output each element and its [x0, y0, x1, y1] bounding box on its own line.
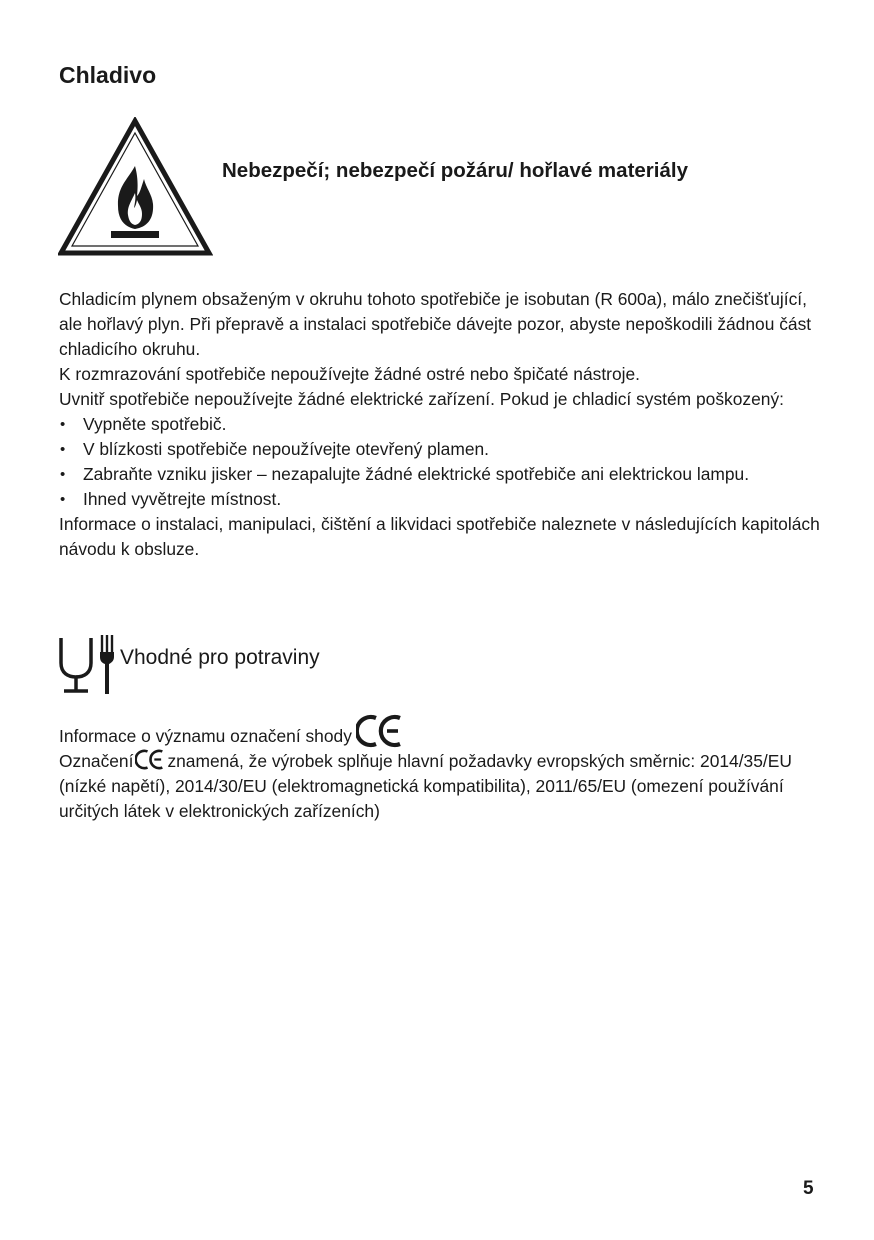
- flammable-warning-icon: [58, 117, 213, 257]
- list-item: • V blízkosti spotřebiče nepoužívejte otevřený plamen.: [59, 437, 829, 462]
- ce-section: [59, 714, 829, 824]
- list-item: • Zabraňte vzniku jisker – nezapalujte žádné elektrické spotřebiče ani elektrickou lampu.: [59, 462, 829, 487]
- paragraph: Uvnitř spotřebiče nepoužívejte žádné elektrické zařízení. Pokud je chladicí systém poškozený:: [59, 389, 784, 409]
- warning-title: Nebezpečí; nebezpečí požáru/ hořlavé materiály: [222, 159, 688, 182]
- ce-mark-icon: [135, 749, 165, 770]
- list-item: • Vypněte spotřebič.: [59, 412, 829, 437]
- section-title: Chladivo: [59, 62, 157, 88]
- paragraph: Informace o instalaci, manipulaci, čištění a likvidaci spotřebiče naleznete v následujících kapitolách návodu k obsluze.: [59, 514, 820, 559]
- glass-fork-icon: [58, 633, 118, 695]
- ce-mark-icon: [356, 714, 404, 748]
- body-text: [59, 287, 829, 562]
- ce-description: Označení znamená, že výrobek splňuje hlavní požadavky evropských směrnic: 2014/35/EU (nízké napětí), 2014/30/EU (elektromagnetická kompatibilita), 2011/65/EU (omezení používání určitých látek v elektronických zařízeních): [59, 751, 792, 821]
- food-safe-label: Vhodné pro potraviny: [120, 646, 320, 669]
- paragraph: K rozmrazování spotřebiče nepoužívejte žádné ostré nebo špičaté nástroje.: [59, 364, 640, 384]
- list-item: • Ihned vyvětrejte místnost.: [59, 487, 829, 512]
- page-number: 5: [803, 1178, 814, 1199]
- ce-intro: Informace o významu označení shody: [59, 714, 829, 749]
- paragraph: Chladicím plynem obsaženým v okruhu tohoto spotřebiče je isobutan (R 600a), málo znečišťující, ale hořlavý plyn. Při přepravě a instalaci spotřebiče dávejte pozor, abyste nepoškodili žádnou část chladicího okruhu.: [59, 289, 812, 359]
- safety-list: [59, 412, 829, 512]
